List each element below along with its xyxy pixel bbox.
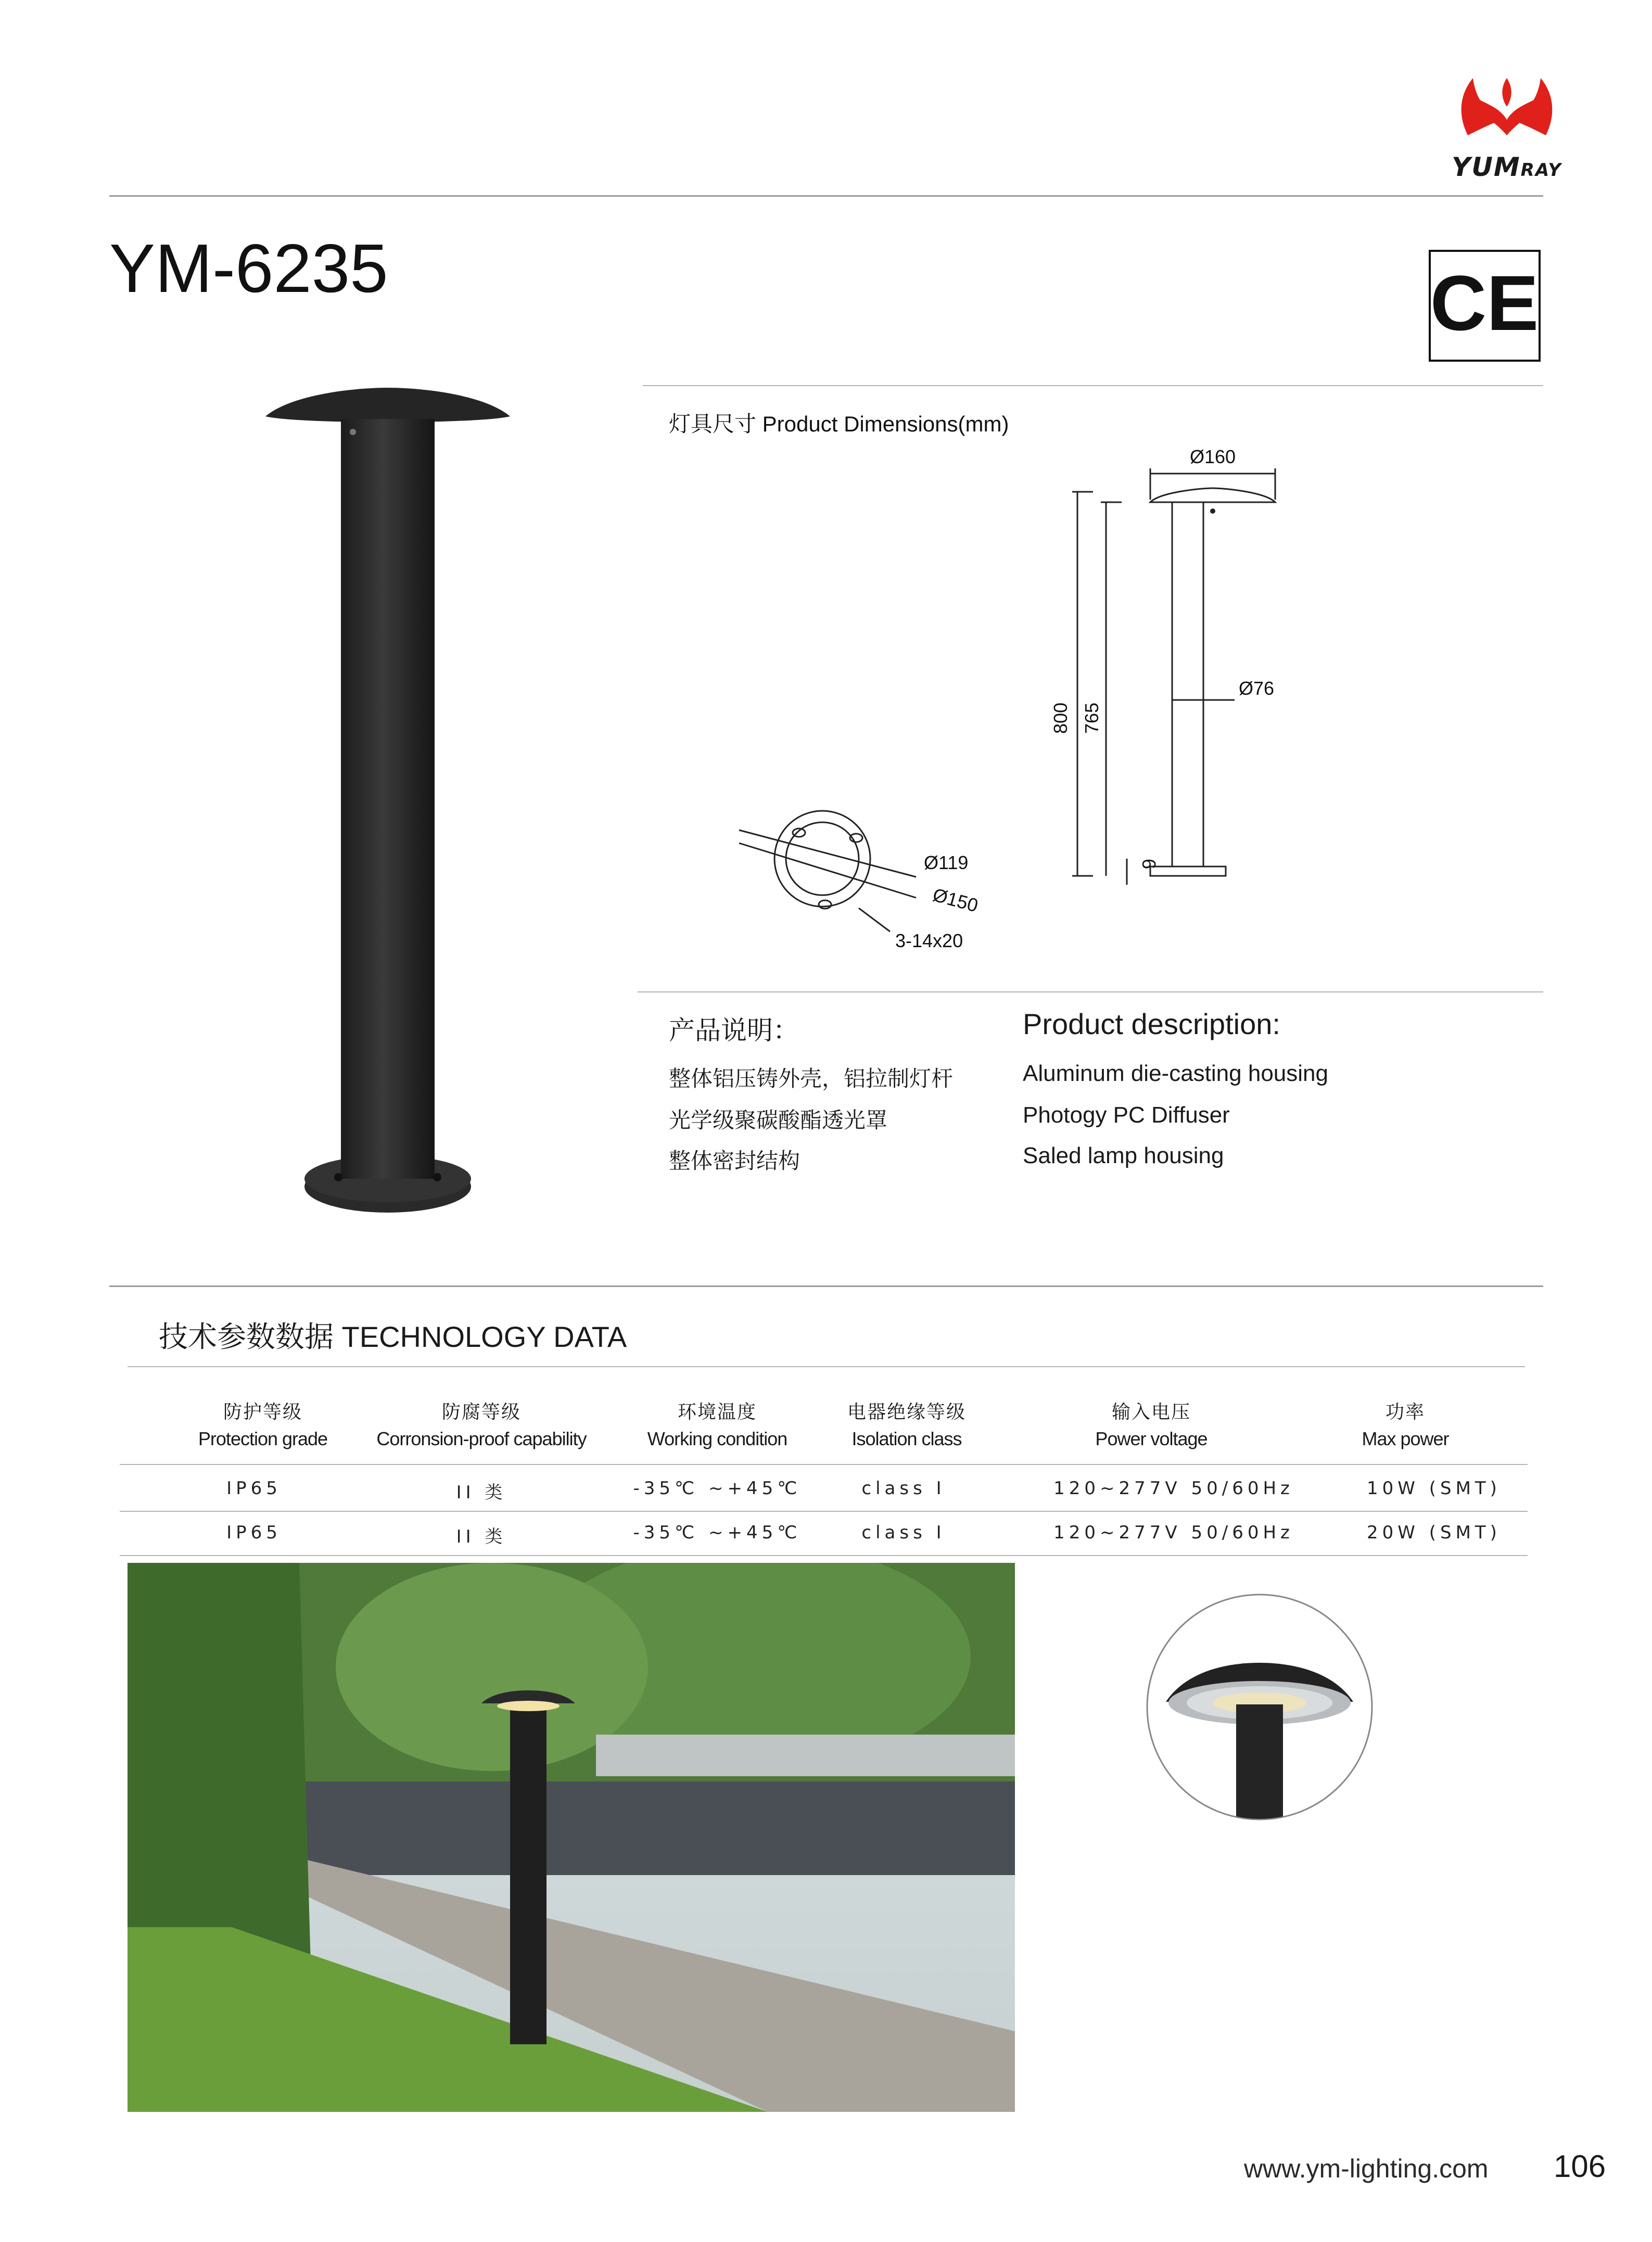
tech-table-divider	[120, 1464, 1528, 1465]
tech-header-corrosion	[376, 1397, 586, 1450]
tech-header-power	[1362, 1397, 1448, 1450]
dim-total-height: 800	[1050, 702, 1071, 734]
tech-header-cn: 防护等级	[223, 1401, 303, 1422]
tech-header-en: Power voltage	[1095, 1428, 1208, 1449]
description-cn-item: 光学级聚碳酸酯透光罩	[669, 1108, 888, 1132]
tech-header-isolation	[847, 1397, 966, 1450]
table-cell: -35℃ ~+45℃	[633, 1478, 802, 1499]
description-cn-item: 整体铝压铸外壳，铝拉制灯杆	[669, 1066, 954, 1091]
page-number: 106	[1554, 2149, 1606, 2184]
table-cell: 20W (SMT)	[1367, 1522, 1501, 1543]
tech-title-underline	[128, 1366, 1525, 1367]
tech-header-working	[647, 1397, 787, 1450]
table-cell: class I	[861, 1478, 946, 1499]
dim-pole-height: 765	[1081, 702, 1102, 734]
dim-head-diameter: Ø160	[1189, 446, 1236, 467]
tech-header-en: Max power	[1362, 1428, 1449, 1449]
footer-website-link[interactable]: www.ym-lighting.com	[1244, 2154, 1489, 2183]
tech-table-divider	[120, 1511, 1528, 1512]
table-cell: II 类	[456, 1482, 507, 1503]
dim-outer-circle: Ø150	[930, 884, 981, 916]
tech-header-en: Working condition	[647, 1428, 787, 1449]
model-title: YM-6235	[109, 230, 388, 307]
description-en-item: Saled lamp housing	[1023, 1143, 1224, 1168]
table-cell: 10W (SMT)	[1367, 1478, 1501, 1499]
description-cn-item: 整体密封结构	[669, 1149, 800, 1173]
dim-pole-diameter: Ø76	[1239, 678, 1275, 699]
tech-header-cn: 输入电压	[1111, 1401, 1191, 1422]
dim-mounting-holes: 3-14x20	[895, 930, 963, 951]
description-en-item: Photogy PC Diffuser	[1023, 1102, 1230, 1128]
tech-data-title: 技术参数数据 TECHNOLOGY DATA	[159, 1320, 627, 1353]
ce-label: CE	[1431, 259, 1539, 347]
dimension-drawing	[718, 442, 1291, 973]
tech-header-en: Corronsion-proof capability	[376, 1428, 587, 1449]
brand-name-main: YUM	[1452, 152, 1521, 182]
product-render	[260, 385, 515, 1228]
description-en-title: Product description:	[1023, 1008, 1280, 1040]
header-divider	[109, 195, 1543, 197]
tech-header-en: Isolation class	[852, 1428, 962, 1449]
ce-certification-mark	[1429, 250, 1541, 362]
table-cell: -35℃ ~+45℃	[633, 1522, 802, 1543]
tech-header-cn: 防腐等级	[441, 1401, 521, 1422]
description-en-item: Aluminum die-casting housing	[1023, 1061, 1328, 1086]
tech-header-en: Protection grade	[198, 1428, 328, 1449]
table-cell: IP65	[226, 1522, 282, 1543]
tech-header-cn: 电器绝缘等级	[847, 1401, 967, 1422]
dimensions-title: 灯具尺寸 Product Dimensions(mm)	[669, 412, 1009, 436]
tech-header-cn: 环境温度	[677, 1401, 757, 1422]
detail-view	[1145, 1593, 1374, 1821]
dim-base-thickness: 6	[1138, 859, 1160, 870]
description-cn-title: 产品说明：	[669, 1016, 799, 1045]
tech-table-divider	[120, 1555, 1528, 1556]
dimensions-divider-top	[643, 385, 1543, 386]
dimensions-divider-bottom	[638, 991, 1543, 992]
table-cell: II 类	[456, 1526, 507, 1547]
dim-inner-circle: Ø119	[924, 852, 969, 873]
installation-photo	[128, 1563, 1015, 2112]
table-cell: 120~277V 50/60Hz	[1053, 1522, 1294, 1543]
brand-wordmark	[1437, 152, 1577, 182]
tech-header-cn: 功率	[1385, 1401, 1425, 1422]
tech-header-protection	[198, 1397, 327, 1450]
brand-name-suffix: RAY	[1520, 160, 1562, 181]
tech-header-voltage	[1095, 1397, 1207, 1450]
table-cell: 120~277V 50/60Hz	[1053, 1478, 1294, 1499]
table-cell: class I	[861, 1522, 946, 1543]
tech-divider-top	[109, 1285, 1543, 1287]
table-cell: IP65	[226, 1478, 282, 1499]
